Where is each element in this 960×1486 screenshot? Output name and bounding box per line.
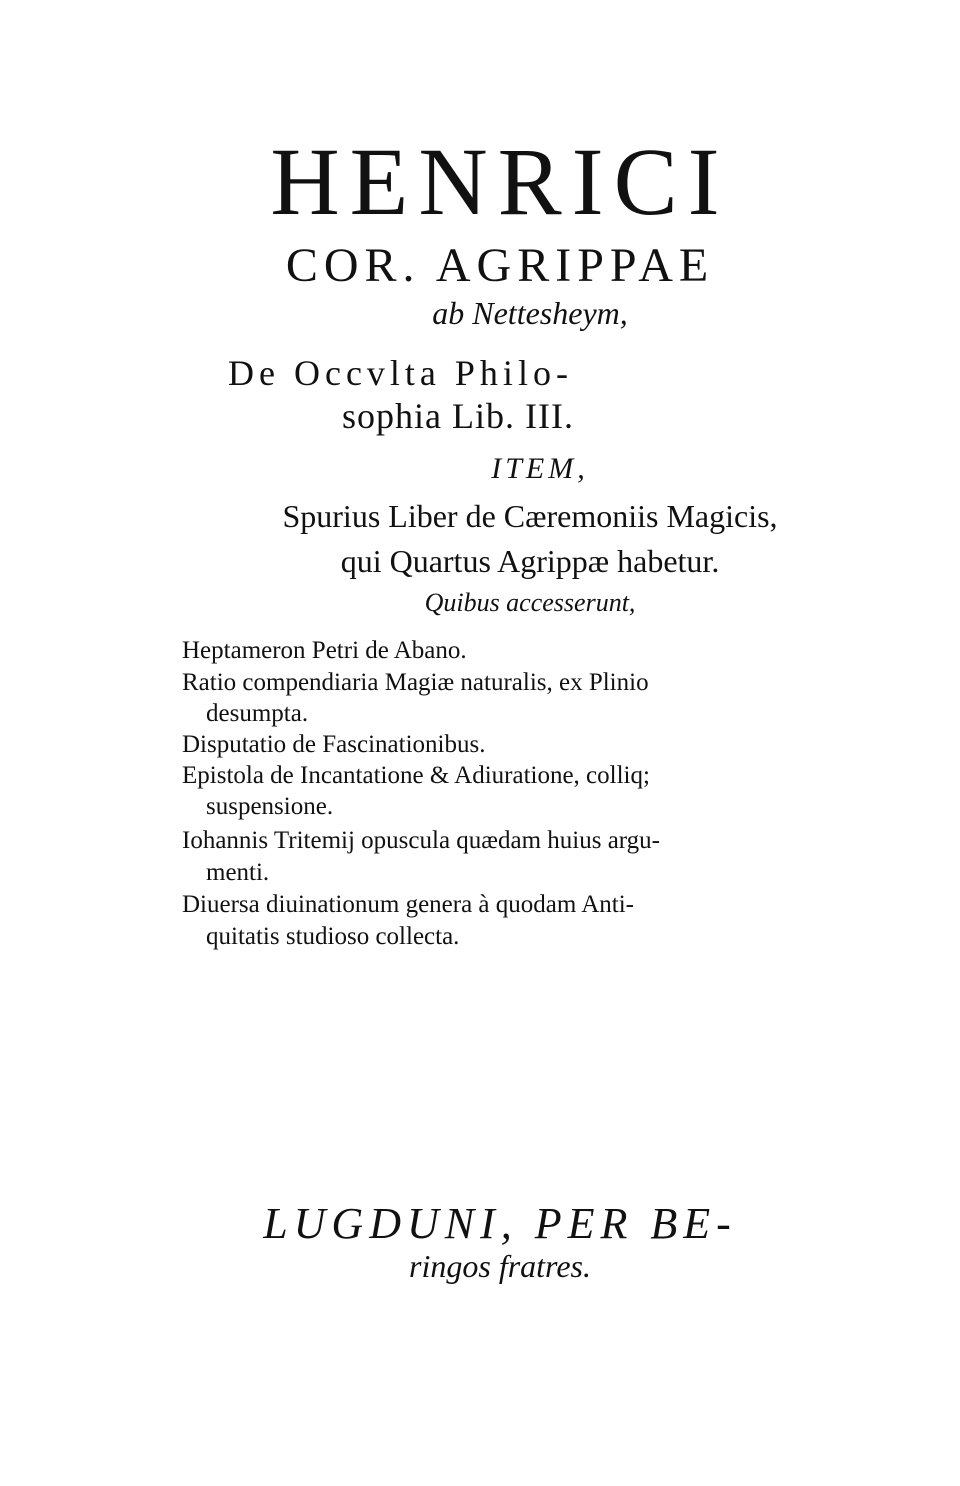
contents-item-2: Ratio compendiaria Magiæ naturalis, ex Plinio [182,669,649,696]
contents-item-6-cont: quitatis studioso collecta. [206,923,460,950]
work-title-line-2: sophia Lib. III. [342,396,574,436]
contents-item-5: Iohannis Tritemij opuscula quædam huius argu- [182,827,660,854]
author-surname: COR. AGRIPPAE [285,239,715,292]
imprint-line-2: ringos fratres. [409,1248,591,1284]
author-first-name: HENRICI [270,128,730,235]
spurius-line-2: qui Quartus Agrippæ habetur. [340,543,720,579]
accesserunt-heading: Quibus accesserunt, [424,588,636,617]
work-title-line-1: De Occvlta Philo- [228,353,573,393]
contents-item-5-cont: menti. [206,859,270,886]
item-heading: ITEM, [491,452,589,485]
contents-item-2-cont: desumpta. [206,700,309,727]
contents-item-6: Diuersa diuinationum genera à quodam Anti- [182,891,634,918]
imprint-line-1: LUGDUNI, PER BE- [263,1199,737,1248]
contents-item-3: Disputatio de Fascinationibus. [182,731,486,758]
spurius-line-1: Spurius Liber de Cæremoniis Magicis, [282,498,778,534]
author-origin: ab Nettesheym, [432,295,628,331]
contents-item-4: Epistola de Incantatione & Adiuratione, colliq; [182,762,650,789]
contents-item-4-cont: suspensione. [206,793,334,820]
contents-item-1: Heptameron Petri de Abano. [182,637,467,664]
